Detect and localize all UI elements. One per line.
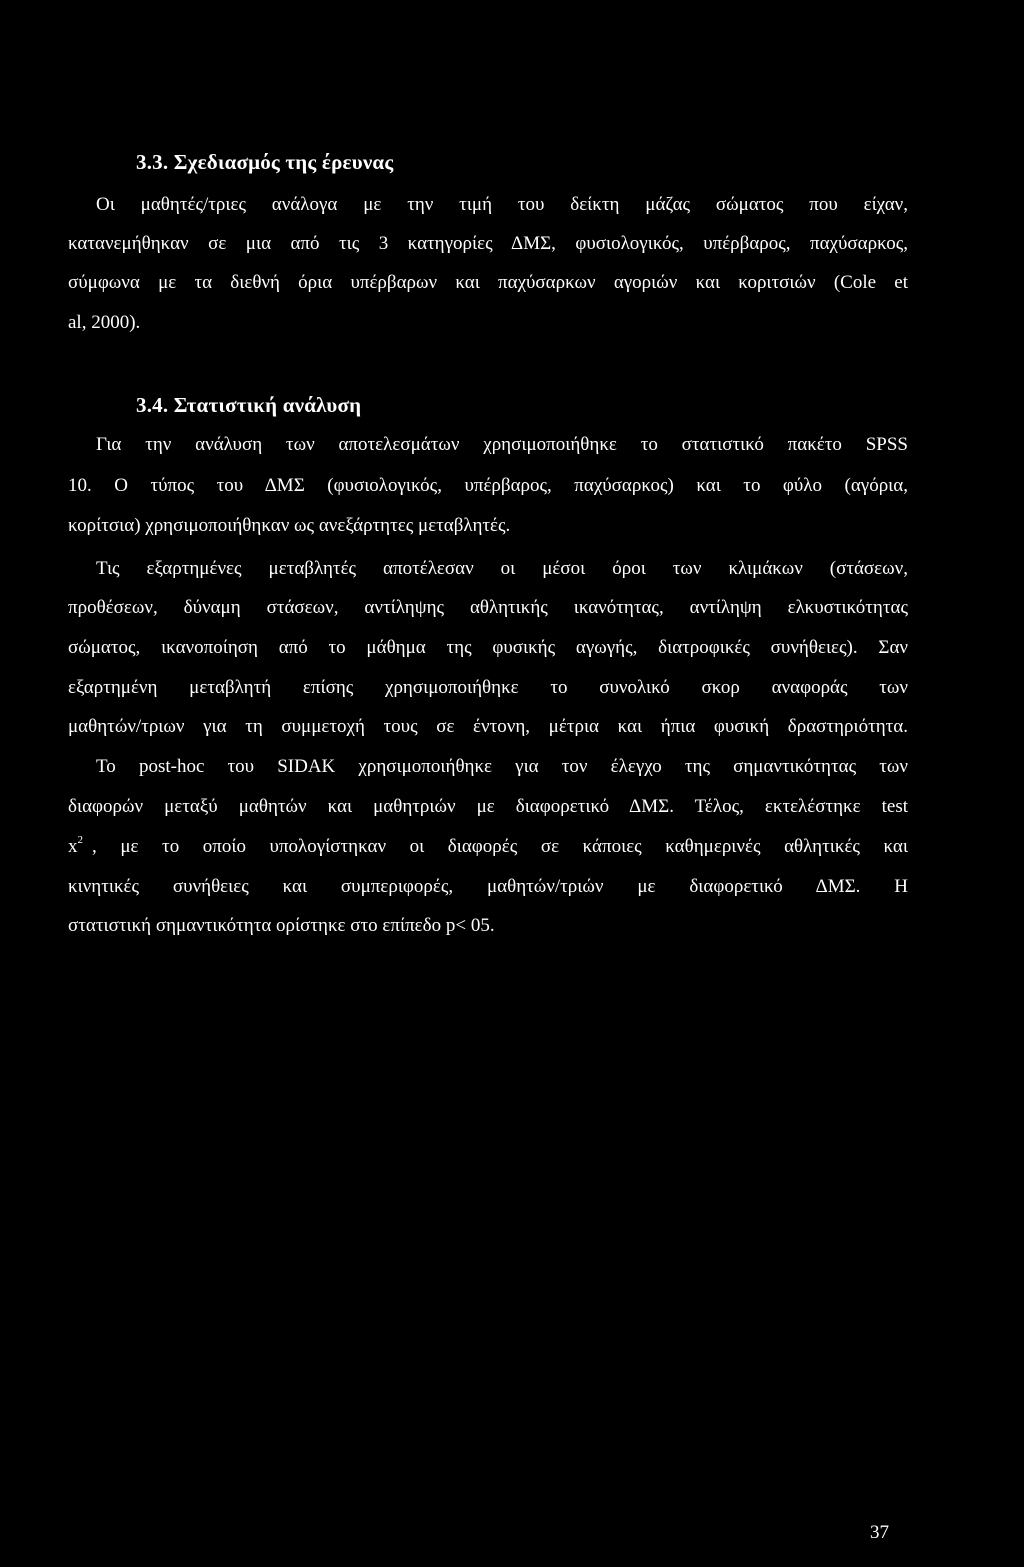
paragraph-line: σύμφωνα με τα διεθνή όρια υπέρβαρων και παχύσαρκων αγοριών και κοριτσιών (Cole et	[68, 272, 908, 293]
paragraph-line: κορίτσια) χρησιμοποιήθηκαν ως ανεξάρτητες μεταβλητές.	[68, 515, 511, 536]
paragraph-line: Για την ανάλυση των αποτελεσμάτων χρησιμοποιήθηκε το στατιστικό πακέτο SPSS	[96, 434, 908, 455]
paragraph-line: 10. Ο τύπος του ΔΜΣ (φυσιολογικός, υπέρβαρος, παχύσαρκος) και το φύλο (αγόρια,	[68, 475, 908, 496]
paragraph-line: Οι μαθητές/τριες ανάλογα με την τιμή του δείκτη μάζας σώματος που είχαν,	[96, 194, 908, 215]
paragraph-line: Τις εξαρτημένες μεταβλητές αποτέλεσαν οι μέσοι όροι των κλιμάκων (στάσεων,	[96, 558, 908, 579]
paragraph-line: μαθητών/τριων για τη συμμετοχή τους σε έντονη, μέτρια και ήπια φυσική δραστηριότητα.	[68, 716, 908, 737]
paragraph-line: κατανεμήθηκαν σε μια από τις 3 κατηγορίες ΔΜΣ, φυσιολογικός, υπέρβαρος, παχύσαρκος,	[68, 233, 908, 254]
superscript-2: 2	[77, 834, 83, 846]
paragraph-line: , με το οποίο υπολογίστηκαν οι διαφορές σε κάποιες καθημερινές αθλητικές και	[92, 836, 908, 857]
section-heading-statistics: 3.4. Στατιστική ανάλυση	[136, 393, 362, 417]
chi-symbol: $x^2$	[68, 834, 83, 857]
paragraph-line: διαφορών μεταξύ μαθητών και μαθητριών με διαφορετικό ΔΜΣ. Τέλος, εκτελέστηκε test	[68, 796, 908, 817]
page-number: 37	[870, 1522, 889, 1543]
paragraph-line: Το post-hoc του SIDAK χρησιμοποιήθηκε για τον έλεγχο της σημαντικότητας των	[96, 756, 908, 777]
section-heading-design: 3.3. Σχεδιασμός της έρευνας	[136, 150, 394, 174]
paragraph-line: στατιστική σημαντικότητα ορίστηκε στο επίπεδο p< 05.	[68, 915, 495, 936]
paragraph-line: προθέσεων, δύναμη στάσεων, αντίληψης αθλητικής ικανότητας, αντίληψη ελκυστικότητας	[68, 597, 908, 618]
paragraph-line: al, 2000).	[68, 312, 141, 333]
paragraph-line: σώματος, ικανοποίηση από το μάθημα της φυσικής αγωγής, διατροφικές συνήθειες). Σαν	[68, 637, 908, 658]
paragraph-line: κινητικές συνήθειες και συμπεριφορές, μαθητών/τριών με διαφορετικό ΔΜΣ. Η	[68, 876, 908, 897]
paragraph-line: εξαρτημένη μεταβλητή επίσης χρησιμοποιήθηκε το συνολικό σκορ αναφοράς των	[68, 677, 908, 698]
